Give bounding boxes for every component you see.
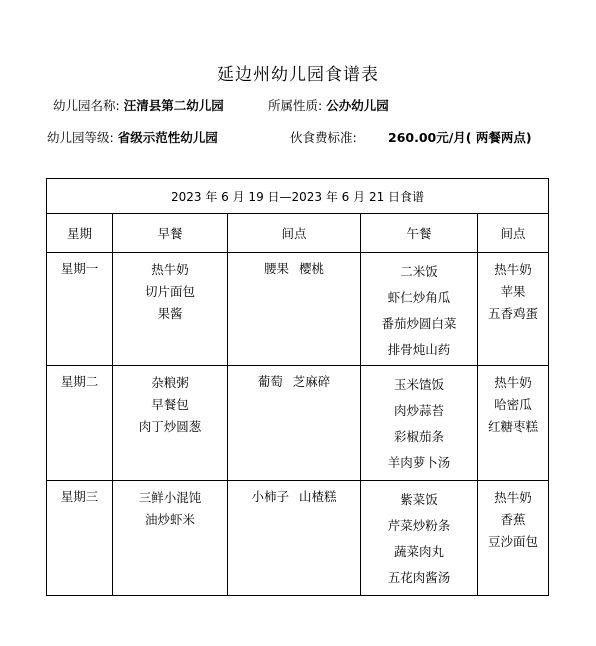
menu-table	[46, 178, 549, 596]
menu-item: 切片面包	[144, 284, 195, 299]
menu-item: 肉炒蒜苔	[393, 403, 444, 418]
menu-item: 彩椒茄条	[393, 429, 444, 444]
menu-item: 腰果	[263, 261, 289, 276]
menu-item: 豆沙面包	[488, 534, 539, 549]
header-breakfast: 早餐	[113, 214, 228, 253]
header-snack-morning: 间点	[228, 214, 361, 253]
menu-item: 热牛奶	[494, 262, 532, 277]
lunch-cell	[361, 481, 478, 596]
menu-item: 苹果	[500, 284, 526, 299]
menu-item: 五香鸡蛋	[488, 306, 539, 321]
snack-morning-cell	[228, 366, 361, 481]
date-range-row	[47, 179, 549, 214]
menu-item: 红糖枣糕	[488, 419, 539, 434]
menu-item: 紫菜饭	[400, 492, 438, 507]
kindergarten-type-value: 公办幼儿园	[326, 98, 389, 113]
menu-item: 虾仁炒角瓜	[387, 290, 451, 305]
breakfast-cell	[113, 366, 228, 481]
fee-standard-label: 伙食费标准:	[290, 130, 357, 145]
menu-item: 早餐包	[151, 397, 189, 412]
menu-item: 热牛奶	[494, 375, 532, 390]
kindergarten-type-label: 所属性质:	[268, 98, 323, 113]
lunch-cell	[361, 253, 478, 366]
table-row	[47, 366, 549, 481]
menu-item: 芝麻碎	[292, 374, 331, 389]
kindergarten-name-value: 汪清县第二幼儿园	[123, 98, 224, 113]
header-lunch: 午餐	[361, 214, 478, 253]
header-snack-afternoon: 间点	[478, 214, 549, 253]
menu-item: 羊肉萝卜汤	[387, 455, 451, 470]
snack-afternoon-cell	[478, 366, 549, 481]
breakfast-cell	[113, 253, 228, 366]
kindergarten-name	[53, 96, 224, 114]
snack-morning-cell	[228, 253, 361, 366]
menu-item: 香蕉	[500, 512, 526, 527]
menu-item: 樱桃	[299, 261, 325, 276]
breakfast-cell	[113, 481, 228, 596]
kindergarten-grade	[47, 128, 218, 146]
page-title: 延边州幼儿园食谱表	[217, 65, 379, 85]
kindergarten-grade-value: 省级示范性幼儿园	[117, 130, 218, 145]
fee-standard-value	[388, 128, 532, 146]
header-row	[47, 214, 549, 253]
menu-item: 油炒虾米	[144, 512, 195, 527]
menu-item: 五花肉酱汤	[387, 570, 451, 585]
kindergarten-name-label: 幼儿园名称:	[53, 98, 120, 113]
menu-item: 排骨炖山药	[387, 342, 451, 357]
menu-item: 葡萄	[257, 374, 283, 389]
menu-item: 热牛奶	[494, 490, 532, 505]
menu-item: 杂粮粥	[151, 375, 189, 390]
table-row	[47, 481, 549, 596]
menu-item: 山楂糕	[299, 489, 337, 504]
menu-item: 小柿子	[251, 489, 289, 504]
menu-item: 果酱	[157, 306, 183, 321]
menu-item: 玉米馇饭	[393, 377, 444, 392]
lunch-cell	[361, 366, 478, 481]
snack-morning-cell	[228, 481, 361, 596]
table-row	[47, 253, 549, 366]
kindergarten-grade-label: 幼儿园等级:	[47, 130, 114, 145]
header-weekday: 星期	[47, 214, 113, 253]
fee-standard-value-text: 260.00元/月( 两餐两点)	[388, 130, 532, 145]
date-range: 2023 年 6 月 19 日—2023 年 6 月 21 日食谱	[47, 179, 549, 214]
menu-item: 肉丁炒圆葱	[138, 419, 202, 434]
menu-item: 蔬菜肉丸	[393, 544, 444, 559]
weekday-cell: 星期一	[47, 253, 113, 366]
kindergarten-type	[268, 96, 389, 114]
menu-item: 哈密瓜	[494, 397, 532, 412]
menu-item: 二米饭	[400, 264, 438, 279]
snack-afternoon-cell	[478, 253, 549, 366]
snack-afternoon-cell	[478, 481, 549, 596]
weekday-cell: 星期二	[47, 366, 113, 481]
weekday-cell: 星期三	[47, 481, 113, 596]
menu-item: 芹菜炒粉条	[387, 518, 451, 533]
menu-item: 番茄炒圆白菜	[381, 316, 457, 331]
menu-item: 三鲜小混饨	[138, 490, 202, 505]
menu-item: 热牛奶	[151, 262, 189, 277]
